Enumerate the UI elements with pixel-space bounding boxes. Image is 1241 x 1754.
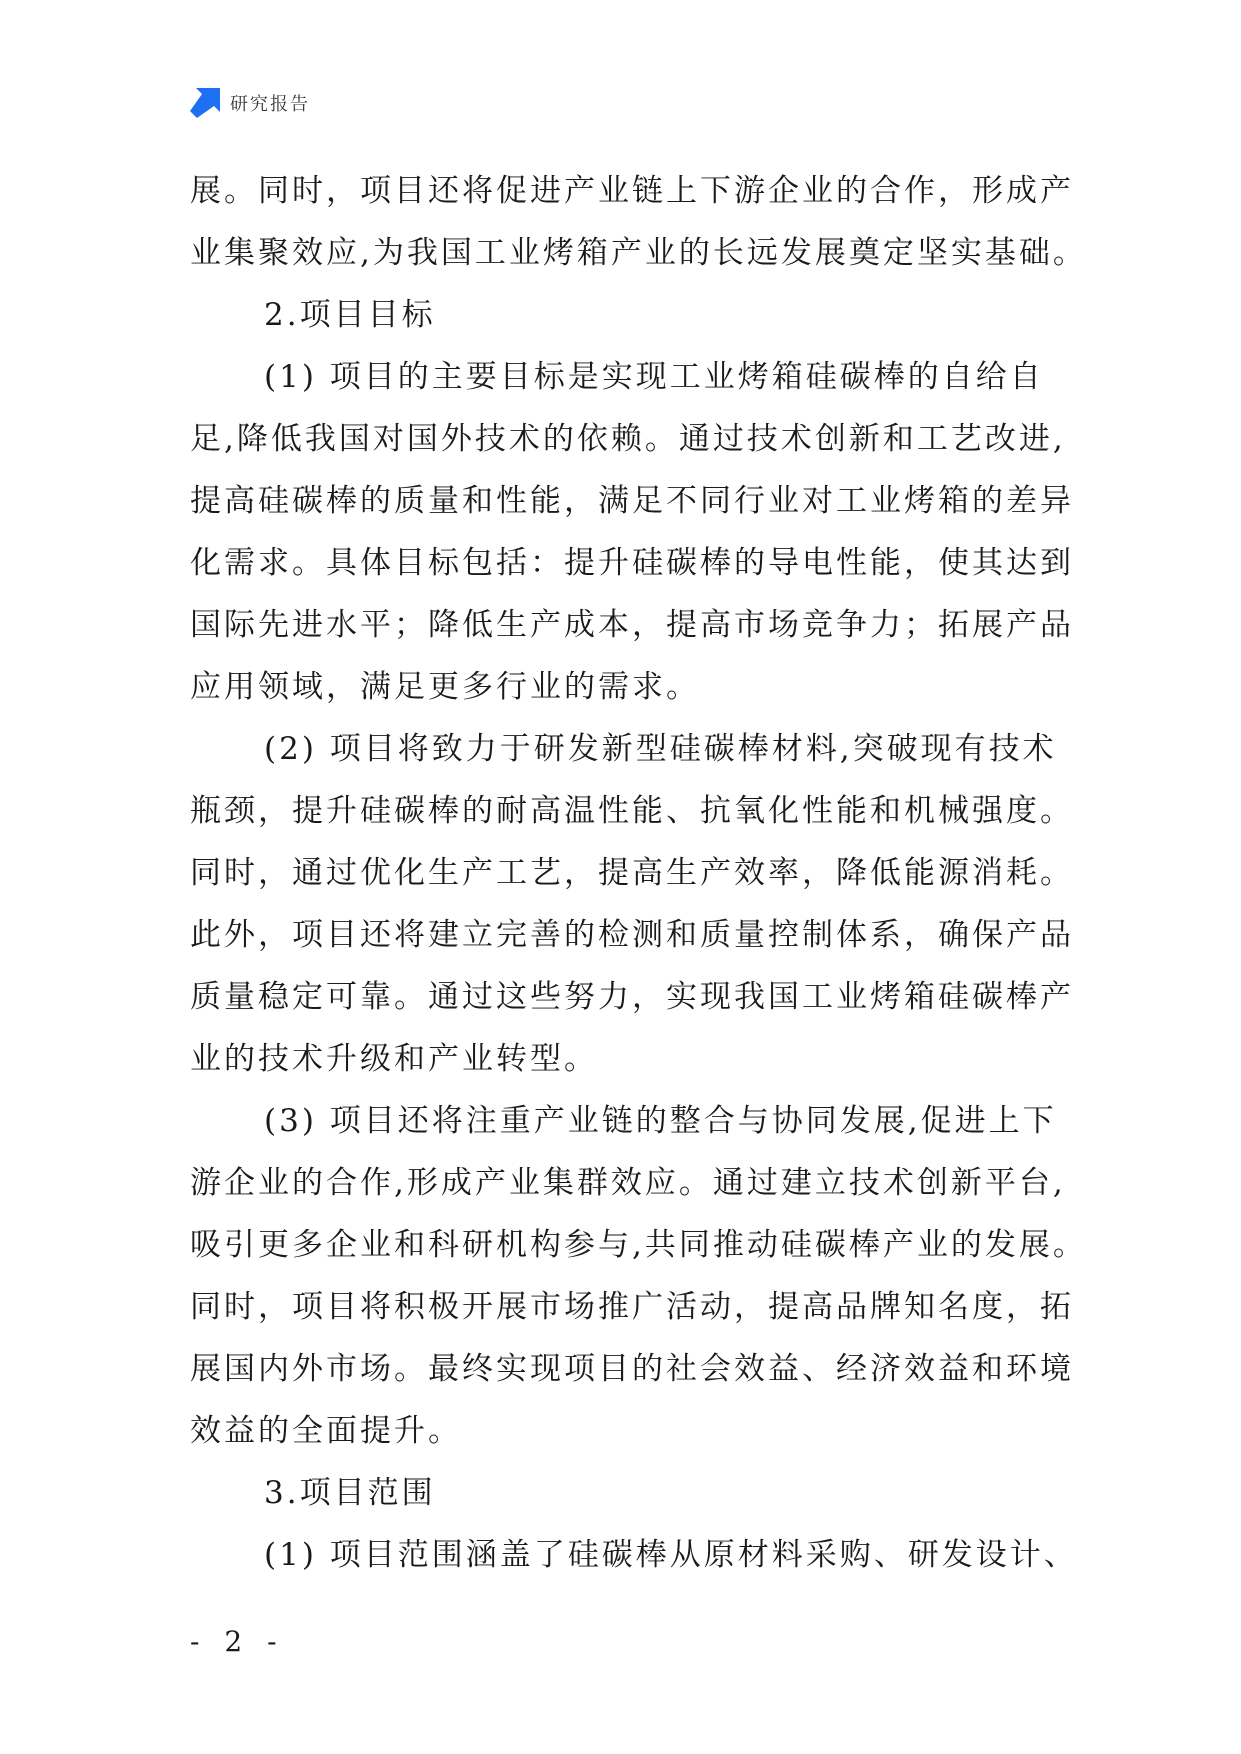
text-line: 同时，通过优化生产工艺，提高生产效率，降低能源消耗。 bbox=[190, 855, 1074, 891]
text-line: 展国内外市场。最终实现项目的社会效益、经济效益和环境 bbox=[190, 1351, 1074, 1387]
text-line: 业的技术升级和产业转型。 bbox=[190, 1041, 598, 1077]
text-line: 提高硅碳棒的质量和性能，满足不同行业对工业烤箱的差异 bbox=[190, 483, 1074, 519]
arrow-up-right-icon bbox=[190, 88, 220, 118]
header-title: 研究报告 bbox=[230, 94, 310, 115]
page-number: - 2 - bbox=[190, 1625, 285, 1658]
text-line: 吸引更多企业和科研机构参与,共同推动硅碳棒产业的发展。 bbox=[190, 1227, 1087, 1263]
document-header bbox=[190, 88, 310, 118]
text-line: 2.项目目标 bbox=[264, 297, 436, 333]
text-line: 国际先进水平；降低生产成本，提高市场竞争力；拓展产品 bbox=[190, 607, 1074, 643]
text-line: (1) 项目的主要目标是实现工业烤箱硅碳棒的自给自 bbox=[264, 359, 1044, 395]
document-body bbox=[190, 160, 1087, 1586]
text-line: 效益的全面提升。 bbox=[190, 1413, 462, 1449]
text-line: 同时，项目将积极开展市场推广活动，提高品牌知名度，拓 bbox=[190, 1289, 1074, 1325]
text-line: 业集聚效应,为我国工业烤箱产业的长远发展奠定坚实基础。 bbox=[190, 235, 1087, 271]
text-line: (2) 项目将致力于研发新型硅碳棒材料,突破现有技术 bbox=[264, 731, 1057, 767]
text-line: (3) 项目还将注重产业链的整合与协同发展,促进上下 bbox=[264, 1103, 1057, 1139]
text-line: 3.项目范围 bbox=[264, 1475, 436, 1511]
text-line: 质量稳定可靠。通过这些努力，实现我国工业烤箱硅碳棒产 bbox=[190, 979, 1074, 1015]
text-line: 此外，项目还将建立完善的检测和质量控制体系，确保产品 bbox=[190, 917, 1074, 953]
text-line: 瓶颈，提升硅碳棒的耐高温性能、抗氧化性能和机械强度。 bbox=[190, 793, 1074, 829]
text-line: 应用领域，满足更多行业的需求。 bbox=[190, 669, 700, 705]
text-line: (1) 项目范围涵盖了硅碳棒从原材料采购、研发设计、 bbox=[264, 1537, 1078, 1573]
text-line: 展。同时，项目还将促进产业链上下游企业的合作，形成产 bbox=[190, 173, 1074, 209]
text-line: 游企业的合作,形成产业集群效应。通过建立技术创新平台, bbox=[190, 1165, 1066, 1201]
text-line: 足,降低我国对国外技术的依赖。通过技术创新和工艺改进, bbox=[190, 421, 1066, 457]
text-line: 化需求。具体目标包括：提升硅碳棒的导电性能，使其达到 bbox=[190, 545, 1074, 581]
